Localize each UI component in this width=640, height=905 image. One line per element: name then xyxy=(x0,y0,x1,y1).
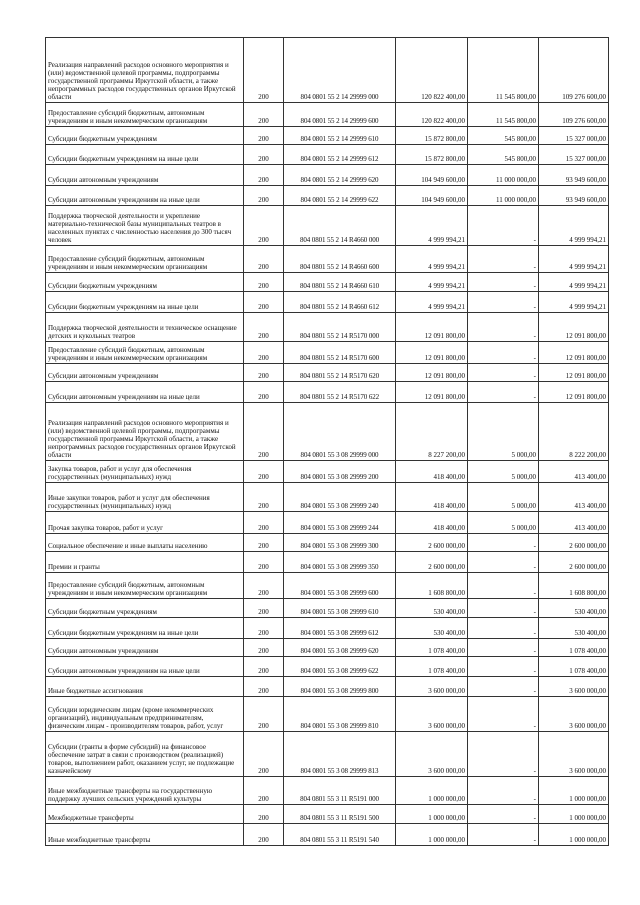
row-admin-code-cell: 200 xyxy=(244,145,284,165)
row-executed-amount-cell: 545 800,00 xyxy=(468,127,539,145)
row-executed-amount-cell: - xyxy=(468,732,539,777)
row-name-cell: Субсидии автономным учреждениям на иные цели xyxy=(46,186,244,206)
row-remaining-amount-cell: 3 600 000,00 xyxy=(539,697,609,732)
row-executed-amount-cell: 11 000 000,00 xyxy=(468,186,539,206)
budget-execution-table xyxy=(45,37,609,846)
row-budget-code-cell: 804 0801 55 2 14 R5170 620 xyxy=(284,364,396,382)
row-executed-amount-cell: 11 545 800,00 xyxy=(468,103,539,127)
row-name-cell: Субсидии автономным учреждениям xyxy=(46,165,244,186)
row-name-cell: Субсидии автономным учреждениям xyxy=(46,639,244,657)
row-remaining-amount-cell: 15 327 000,00 xyxy=(539,145,609,165)
row-remaining-amount-cell: 4 999 994,21 xyxy=(539,206,609,246)
row-budget-code-cell: 804 0801 55 2 14 29999 600 xyxy=(284,103,396,127)
row-approved-amount-cell: 12 091 800,00 xyxy=(396,382,468,403)
row-name-cell: Субсидии (гранты в форме субсидий) на финансовое обеспечение затрат в связи с производством (реализацией) товаров, выполнением работ, оказанием услуг, не подлежащие казначейскому xyxy=(46,732,244,777)
row-remaining-amount-cell: 109 276 600,00 xyxy=(539,38,609,103)
table-row xyxy=(46,103,609,127)
row-remaining-amount-cell: 93 949 600,00 xyxy=(539,165,609,186)
row-approved-amount-cell: 12 091 800,00 xyxy=(396,313,468,342)
table-row xyxy=(46,342,609,364)
row-admin-code-cell: 200 xyxy=(244,573,284,599)
row-remaining-amount-cell: 413 400,00 xyxy=(539,461,609,483)
table-row xyxy=(46,697,609,732)
row-name-cell: Субсидии автономным учреждениям на иные цели xyxy=(46,657,244,677)
row-admin-code-cell: 200 xyxy=(244,552,284,573)
table-row xyxy=(46,165,609,186)
row-name-cell: Субсидии бюджетным учреждениям xyxy=(46,127,244,145)
row-executed-amount-cell: - xyxy=(468,206,539,246)
row-remaining-amount-cell: 530 400,00 xyxy=(539,599,609,618)
table-row xyxy=(46,639,609,657)
row-budget-code-cell: 804 0801 55 2 14 29999 620 xyxy=(284,165,396,186)
row-approved-amount-cell: 2 600 000,00 xyxy=(396,552,468,573)
row-admin-code-cell: 200 xyxy=(244,483,284,512)
row-executed-amount-cell: - xyxy=(468,639,539,657)
row-budget-code-cell: 804 0801 55 2 14 R5170 000 xyxy=(284,313,396,342)
row-approved-amount-cell: 1 078 400,00 xyxy=(396,657,468,677)
row-budget-code-cell: 804 0801 55 3 08 29999 200 xyxy=(284,461,396,483)
row-approved-amount-cell: 418 400,00 xyxy=(396,483,468,512)
row-name-cell: Реализация направлений расходов основного мероприятия и (или) ведомственной целевой программы, подпрограммы государственной программы Иркутской области, а также непрограммных расходов государственных органов Иркутской области xyxy=(46,38,244,103)
row-executed-amount-cell: - xyxy=(468,342,539,364)
row-admin-code-cell: 200 xyxy=(244,805,284,824)
row-name-cell: Предоставление субсидий бюджетным, автономным учреждениям и иным некоммерческим организациям xyxy=(46,246,244,273)
table-row xyxy=(46,824,609,846)
row-remaining-amount-cell: 4 999 994,21 xyxy=(539,273,609,292)
row-admin-code-cell: 200 xyxy=(244,103,284,127)
row-budget-code-cell: 804 0801 55 3 08 29999 620 xyxy=(284,639,396,657)
row-admin-code-cell: 200 xyxy=(244,165,284,186)
row-executed-amount-cell: - xyxy=(468,552,539,573)
row-budget-code-cell: 804 0801 55 2 14 29999 610 xyxy=(284,127,396,145)
row-admin-code-cell: 200 xyxy=(244,246,284,273)
table-body xyxy=(46,38,609,846)
row-admin-code-cell: 200 xyxy=(244,313,284,342)
row-remaining-amount-cell: 1 000 000,00 xyxy=(539,805,609,824)
row-admin-code-cell: 200 xyxy=(244,382,284,403)
row-admin-code-cell: 200 xyxy=(244,534,284,552)
row-approved-amount-cell: 1 000 000,00 xyxy=(396,824,468,846)
row-admin-code-cell: 200 xyxy=(244,186,284,206)
row-executed-amount-cell: - xyxy=(468,777,539,805)
table-row xyxy=(46,618,609,639)
row-name-cell: Субсидии бюджетным учреждениям xyxy=(46,599,244,618)
row-executed-amount-cell: - xyxy=(468,246,539,273)
row-executed-amount-cell: 5 000,00 xyxy=(468,512,539,534)
row-executed-amount-cell: - xyxy=(468,313,539,342)
row-remaining-amount-cell: 3 600 000,00 xyxy=(539,677,609,697)
row-admin-code-cell: 200 xyxy=(244,342,284,364)
table-row xyxy=(46,552,609,573)
row-budget-code-cell: 804 0801 55 3 11 R5191 540 xyxy=(284,824,396,846)
row-remaining-amount-cell: 530 400,00 xyxy=(539,618,609,639)
row-admin-code-cell: 200 xyxy=(244,292,284,313)
row-executed-amount-cell: 5 000,00 xyxy=(468,461,539,483)
row-remaining-amount-cell: 93 949 600,00 xyxy=(539,186,609,206)
row-remaining-amount-cell: 8 222 200,00 xyxy=(539,403,609,461)
row-executed-amount-cell: - xyxy=(468,697,539,732)
row-budget-code-cell: 804 0801 55 2 14 R4660 610 xyxy=(284,273,396,292)
table-row xyxy=(46,483,609,512)
row-remaining-amount-cell: 12 091 800,00 xyxy=(539,313,609,342)
row-remaining-amount-cell: 4 999 994,21 xyxy=(539,246,609,273)
table-row xyxy=(46,292,609,313)
row-name-cell: Предоставление субсидий бюджетным, автономным учреждениям и иным некоммерческим организациям xyxy=(46,342,244,364)
row-remaining-amount-cell: 1 000 000,00 xyxy=(539,777,609,805)
row-budget-code-cell: 804 0801 55 2 14 29999 622 xyxy=(284,186,396,206)
row-budget-code-cell: 804 0801 55 3 08 29999 300 xyxy=(284,534,396,552)
row-name-cell: Межбюджетные трансферты xyxy=(46,805,244,824)
row-executed-amount-cell: - xyxy=(468,677,539,697)
row-budget-code-cell: 804 0801 55 3 08 29999 244 xyxy=(284,512,396,534)
row-name-cell: Премии и гранты xyxy=(46,552,244,573)
row-admin-code-cell: 200 xyxy=(244,38,284,103)
row-budget-code-cell: 804 0801 55 3 08 29999 000 xyxy=(284,403,396,461)
row-approved-amount-cell: 1 000 000,00 xyxy=(396,805,468,824)
row-budget-code-cell: 804 0801 55 3 08 29999 622 xyxy=(284,657,396,677)
row-approved-amount-cell: 120 822 400,00 xyxy=(396,103,468,127)
row-approved-amount-cell: 4 999 994,21 xyxy=(396,246,468,273)
table-row xyxy=(46,677,609,697)
row-approved-amount-cell: 15 872 800,00 xyxy=(396,145,468,165)
row-executed-amount-cell: - xyxy=(468,599,539,618)
row-name-cell: Иные закупки товаров, работ и услуг для обеспечения государственных (муниципальных) нужд xyxy=(46,483,244,512)
table-row xyxy=(46,273,609,292)
row-executed-amount-cell: - xyxy=(468,805,539,824)
row-approved-amount-cell: 3 600 000,00 xyxy=(396,732,468,777)
row-name-cell: Субсидии бюджетным учреждениям xyxy=(46,273,244,292)
row-remaining-amount-cell: 1 000 000,00 xyxy=(539,824,609,846)
table-row xyxy=(46,732,609,777)
row-approved-amount-cell: 530 400,00 xyxy=(396,599,468,618)
table-row xyxy=(46,127,609,145)
row-budget-code-cell: 804 0801 55 3 08 29999 813 xyxy=(284,732,396,777)
row-budget-code-cell: 804 0801 55 2 14 R4660 600 xyxy=(284,246,396,273)
row-name-cell: Иные бюджетные ассигнования xyxy=(46,677,244,697)
row-name-cell: Реализация направлений расходов основного мероприятия и (или) ведомственной целевой программы, подпрограммы государственной программы Иркутской области, а также непрограммных расходов государственных органов Иркутской области xyxy=(46,403,244,461)
row-approved-amount-cell: 104 949 600,00 xyxy=(396,186,468,206)
row-admin-code-cell: 200 xyxy=(244,364,284,382)
row-approved-amount-cell: 3 600 000,00 xyxy=(396,677,468,697)
row-budget-code-cell: 804 0801 55 2 14 29999 612 xyxy=(284,145,396,165)
table-row xyxy=(46,145,609,165)
row-remaining-amount-cell: 2 600 000,00 xyxy=(539,534,609,552)
table-row xyxy=(46,186,609,206)
row-executed-amount-cell: 545 800,00 xyxy=(468,145,539,165)
row-name-cell: Иные межбюджетные трансферты на государственную поддержку лучших сельских учреждений культуры xyxy=(46,777,244,805)
row-name-cell: Социальное обеспечение и иные выплаты населению xyxy=(46,534,244,552)
row-admin-code-cell: 200 xyxy=(244,618,284,639)
row-name-cell: Прочая закупка товаров, работ и услуг xyxy=(46,512,244,534)
row-executed-amount-cell: - xyxy=(468,618,539,639)
table-row xyxy=(46,599,609,618)
table-row xyxy=(46,573,609,599)
table-row xyxy=(46,403,609,461)
row-executed-amount-cell: - xyxy=(468,273,539,292)
row-approved-amount-cell: 15 872 800,00 xyxy=(396,127,468,145)
row-admin-code-cell: 200 xyxy=(244,273,284,292)
row-executed-amount-cell: - xyxy=(468,382,539,403)
row-approved-amount-cell: 1 078 400,00 xyxy=(396,639,468,657)
row-budget-code-cell: 804 0801 55 3 08 29999 810 xyxy=(284,697,396,732)
row-executed-amount-cell: 5 000,00 xyxy=(468,403,539,461)
row-name-cell: Поддержка творческой деятельности и укрепление материально-технической базы муниципальных театров в населенных пунктах с численностью населения до 300 тысяч человек xyxy=(46,206,244,246)
row-executed-amount-cell: - xyxy=(468,573,539,599)
row-budget-code-cell: 804 0801 55 2 14 29999 000 xyxy=(284,38,396,103)
row-name-cell: Субсидии автономным учреждениям xyxy=(46,364,244,382)
row-approved-amount-cell: 1 000 000,00 xyxy=(396,777,468,805)
row-approved-amount-cell: 4 999 994,21 xyxy=(396,292,468,313)
row-remaining-amount-cell: 1 608 800,00 xyxy=(539,573,609,599)
row-budget-code-cell: 804 0801 55 3 08 29999 600 xyxy=(284,573,396,599)
row-executed-amount-cell: - xyxy=(468,534,539,552)
row-admin-code-cell: 200 xyxy=(244,127,284,145)
row-remaining-amount-cell: 12 091 800,00 xyxy=(539,382,609,403)
row-executed-amount-cell: - xyxy=(468,292,539,313)
row-executed-amount-cell: 11 000 000,00 xyxy=(468,165,539,186)
row-approved-amount-cell: 4 999 994,21 xyxy=(396,273,468,292)
row-admin-code-cell: 200 xyxy=(244,403,284,461)
row-approved-amount-cell: 3 600 000,00 xyxy=(396,697,468,732)
row-approved-amount-cell: 530 400,00 xyxy=(396,618,468,639)
row-approved-amount-cell: 4 999 994,21 xyxy=(396,206,468,246)
row-admin-code-cell: 200 xyxy=(244,639,284,657)
table-row xyxy=(46,512,609,534)
row-admin-code-cell: 200 xyxy=(244,657,284,677)
row-remaining-amount-cell: 3 600 000,00 xyxy=(539,732,609,777)
row-approved-amount-cell: 418 400,00 xyxy=(396,512,468,534)
table-row xyxy=(46,364,609,382)
row-budget-code-cell: 804 0801 55 2 14 R5170 622 xyxy=(284,382,396,403)
row-approved-amount-cell: 2 600 000,00 xyxy=(396,534,468,552)
row-admin-code-cell: 200 xyxy=(244,677,284,697)
row-admin-code-cell: 200 xyxy=(244,461,284,483)
row-executed-amount-cell: 5 000,00 xyxy=(468,483,539,512)
row-approved-amount-cell: 1 608 800,00 xyxy=(396,573,468,599)
row-executed-amount-cell: 11 545 800,00 xyxy=(468,38,539,103)
row-remaining-amount-cell: 413 400,00 xyxy=(539,512,609,534)
row-budget-code-cell: 804 0801 55 2 14 R4660 612 xyxy=(284,292,396,313)
row-budget-code-cell: 804 0801 55 3 08 29999 612 xyxy=(284,618,396,639)
table-row xyxy=(46,657,609,677)
row-remaining-amount-cell: 109 276 600,00 xyxy=(539,103,609,127)
row-remaining-amount-cell: 413 400,00 xyxy=(539,483,609,512)
row-remaining-amount-cell: 1 078 400,00 xyxy=(539,657,609,677)
row-remaining-amount-cell: 15 327 000,00 xyxy=(539,127,609,145)
row-remaining-amount-cell: 1 078 400,00 xyxy=(539,639,609,657)
row-approved-amount-cell: 104 949 600,00 xyxy=(396,165,468,186)
row-approved-amount-cell: 120 822 400,00 xyxy=(396,38,468,103)
table-row xyxy=(46,534,609,552)
row-approved-amount-cell: 418 400,00 xyxy=(396,461,468,483)
row-name-cell: Субсидии юридическим лицам (кроме некоммерческих организаций), индивидуальным предпринимателям, физическим лицам - производителям товаров, работ, услуг xyxy=(46,697,244,732)
row-approved-amount-cell: 12 091 800,00 xyxy=(396,364,468,382)
row-name-cell: Субсидии автономным учреждениям на иные цели xyxy=(46,382,244,403)
row-executed-amount-cell: - xyxy=(468,657,539,677)
row-name-cell: Субсидии бюджетным учреждениям на иные цели xyxy=(46,145,244,165)
table-row xyxy=(46,313,609,342)
row-admin-code-cell: 200 xyxy=(244,206,284,246)
table-row xyxy=(46,461,609,483)
row-remaining-amount-cell: 4 999 994,21 xyxy=(539,292,609,313)
row-admin-code-cell: 200 xyxy=(244,732,284,777)
table-row xyxy=(46,382,609,403)
row-executed-amount-cell: - xyxy=(468,364,539,382)
row-budget-code-cell: 804 0801 55 3 11 R5191 500 xyxy=(284,805,396,824)
row-name-cell: Закупка товаров, работ и услуг для обеспечения государственных (муниципальных) нужд xyxy=(46,461,244,483)
row-budget-code-cell: 804 0801 55 3 08 29999 240 xyxy=(284,483,396,512)
row-name-cell: Предоставление субсидий бюджетным, автономным учреждениям и иным некоммерческим организациям xyxy=(46,573,244,599)
row-budget-code-cell: 804 0801 55 3 08 29999 350 xyxy=(284,552,396,573)
table-row xyxy=(46,246,609,273)
row-admin-code-cell: 200 xyxy=(244,599,284,618)
row-remaining-amount-cell: 12 091 800,00 xyxy=(539,342,609,364)
table-row xyxy=(46,777,609,805)
row-approved-amount-cell: 8 227 200,00 xyxy=(396,403,468,461)
row-approved-amount-cell: 12 091 800,00 xyxy=(396,342,468,364)
row-admin-code-cell: 200 xyxy=(244,824,284,846)
row-budget-code-cell: 804 0801 55 3 08 29999 800 xyxy=(284,677,396,697)
row-budget-code-cell: 804 0801 55 2 14 R5170 600 xyxy=(284,342,396,364)
row-name-cell: Поддержка творческой деятельности и техническое оснащение детских и кукольных театров xyxy=(46,313,244,342)
row-name-cell: Субсидии бюджетным учреждениям на иные цели xyxy=(46,618,244,639)
row-budget-code-cell: 804 0801 55 3 11 R5191 000 xyxy=(284,777,396,805)
table-row xyxy=(46,805,609,824)
row-remaining-amount-cell: 2 600 000,00 xyxy=(539,552,609,573)
row-name-cell: Предоставление субсидий бюджетным, автономным учреждениям и иным некоммерческим организациям xyxy=(46,103,244,127)
row-executed-amount-cell: - xyxy=(468,824,539,846)
row-admin-code-cell: 200 xyxy=(244,777,284,805)
row-admin-code-cell: 200 xyxy=(244,512,284,534)
row-budget-code-cell: 804 0801 55 3 08 29999 610 xyxy=(284,599,396,618)
row-name-cell: Субсидии бюджетным учреждениям на иные цели xyxy=(46,292,244,313)
row-budget-code-cell: 804 0801 55 2 14 R4660 000 xyxy=(284,206,396,246)
row-name-cell: Иные межбюджетные трансферты xyxy=(46,824,244,846)
table-row xyxy=(46,38,609,103)
table-row xyxy=(46,206,609,246)
row-admin-code-cell: 200 xyxy=(244,697,284,732)
row-remaining-amount-cell: 12 091 800,00 xyxy=(539,364,609,382)
